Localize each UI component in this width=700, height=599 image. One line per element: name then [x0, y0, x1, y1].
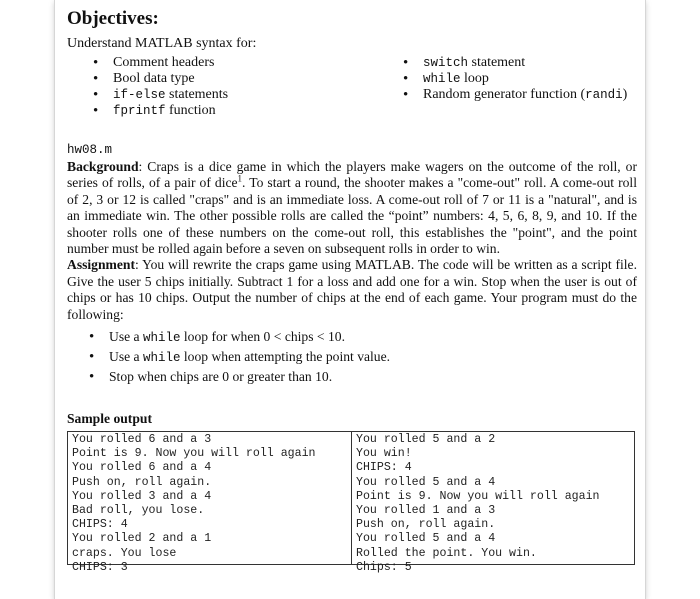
objective-suffix: ) — [622, 87, 628, 102]
sample-line: craps. You lose — [72, 546, 177, 560]
background-label: Background — [67, 159, 139, 174]
objective-item — [403, 55, 627, 71]
sample-line: You rolled 3 and a 4 — [72, 489, 212, 503]
requirement-item — [89, 327, 637, 347]
sample-line: Chips: 5 — [356, 560, 412, 574]
objectives-columns — [67, 55, 637, 119]
objective-text: Comment headers — [113, 55, 215, 70]
background-text-before: : Craps is a dice game in which the players make wagers on the outcome of the roll, or series of rolls, of a pair of dice — [67, 159, 637, 191]
sample-line: Push on, roll again. — [72, 475, 212, 489]
sample-line: You rolled 5 and a 4 — [356, 475, 496, 489]
objective-item — [93, 55, 403, 71]
filename: hw08.m — [67, 143, 113, 157]
sample-line: You rolled 1 and a 3 — [356, 504, 496, 518]
sample-output-left — [68, 432, 352, 574]
sample-line: Point is 9. Now you will roll again — [356, 489, 600, 503]
objective-text: statement — [468, 55, 526, 70]
requirement-text: Use a — [109, 349, 143, 365]
sample-line: You rolled 2 and a 1 — [72, 532, 212, 546]
objective-item — [93, 87, 403, 103]
objective-code: if-else — [113, 88, 166, 102]
objective-code: while — [423, 72, 461, 86]
document-content — [67, 8, 637, 574]
sample-line: Rolled the point. You win. — [356, 546, 537, 560]
objective-code: fprintf — [113, 104, 166, 118]
sample-line: You rolled 6 and a 4 — [72, 461, 212, 475]
requirement-text: Stop when chips are 0 or greater than 10. — [109, 369, 333, 385]
objective-text: Bool data type — [113, 71, 195, 86]
objective-item — [93, 103, 403, 119]
objective-suffix-code: randi — [585, 88, 623, 102]
sample-line: You rolled 6 and a 3 — [72, 433, 212, 447]
document-page — [55, 0, 645, 599]
sample-line: CHIPS: 3 — [72, 560, 128, 574]
requirement-text-end: loop for when 0 < chips < 10. — [180, 329, 345, 345]
sample-output-right — [352, 432, 634, 574]
requirement-code: while — [142, 331, 181, 346]
sample-line: You rolled 5 and a 4 — [356, 532, 496, 546]
objective-item — [93, 71, 403, 87]
background-paragraph — [67, 159, 637, 257]
objectives-left-list — [67, 55, 403, 119]
background-text-after: . To start a round, the shooter makes a "come-out" roll. A come-out roll of 2, 3 or 12 is called "craps" and is an immediate loss. A come-out roll of 7 or 11 is a "natural", and is an immediate win. The other possible rolls are called the “point” numbers: 4, 5, 6, 8, 9, and 10. If the shooter rolls one of these numbers on the come-out roll, this establishes the "point", and the point number must be rolled again before a seven on subsequent rolls in order to win. — [67, 175, 637, 257]
assignment-paragraph — [67, 257, 637, 323]
requirement-text: Use a — [109, 329, 143, 345]
sample-output-table — [67, 431, 635, 574]
sample-line: CHIPS: 4 — [356, 461, 412, 475]
objective-code: switch — [423, 56, 469, 70]
sample-line: Bad roll, you lose. — [72, 504, 205, 518]
requirement-text-end: loop when attempting the point value. — [180, 349, 391, 365]
assignment-label: Assignment — [67, 257, 135, 273]
assignment-text: : You will rewrite the craps game using MATLAB. The code will be written as a script file. Give the user 5 chips initially. Subtract 1 for a loss and add one for a win. Stop when the user is out of chips or has 10 chips. Output the number of chips at the end of each game. Your program must do the following: — [67, 257, 637, 322]
sample-line: You rolled 5 and a 2 — [356, 433, 496, 447]
footnote-marker: 1 — [237, 173, 243, 184]
requirement-code: while — [142, 351, 181, 366]
objectives-subtitle: Understand MATLAB syntax for: — [67, 36, 257, 51]
requirements-list — [67, 327, 637, 387]
requirement-item — [89, 347, 637, 367]
objective-item — [403, 87, 627, 103]
sample-line: CHIPS: 4 — [72, 518, 128, 532]
sample-output-title: Sample output — [67, 411, 152, 427]
objective-text: statements — [165, 87, 229, 102]
objective-text: loop — [460, 71, 489, 86]
objective-text: Random generator function ( — [423, 87, 586, 102]
objective-text: function — [165, 103, 216, 118]
sample-line: Push on, roll again. — [356, 518, 496, 532]
requirement-item — [89, 367, 637, 387]
page-title: Objectives: — [67, 8, 159, 29]
sample-line: Point is 9. Now you will roll again — [72, 447, 316, 461]
objective-item — [403, 71, 627, 87]
sample-line: You win! — [356, 447, 412, 461]
objectives-right-list — [403, 55, 627, 119]
